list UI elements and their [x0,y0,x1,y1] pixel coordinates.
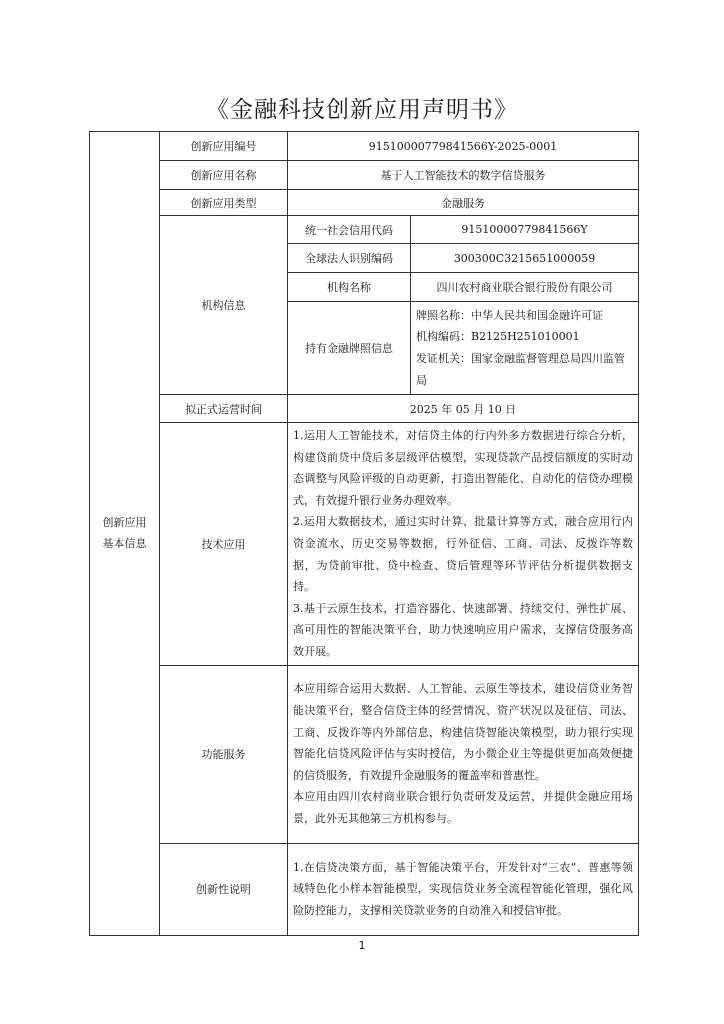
row-launch-date [90,395,639,423]
innovation-content [288,843,639,935]
credit-code-label: 统一社会信用代码 [288,216,411,244]
innovation-paragraph-1: 1.在信贷决策方面，基于智能决策平台，开发针对“三农”、普惠等领域特色化小样本智能模型，实现信贷业务全流程智能化管理，强化风险防控能力，支撑相关贷款业务的自动准入和授信审批。 [293,860,634,917]
license-line-issuer: 发证机关：国家金融监督管理总局四川监管局 [416,352,625,387]
row-app-type [90,190,639,216]
app-id-label: 创新应用编号 [160,132,288,161]
function-paragraph-2: 本应用由四川农村商业联合银行负责研发及运营，并提供金融应用场景，此外无其他第三方机构参与。 [293,790,634,826]
row-function [90,665,639,843]
license-info [411,302,639,395]
institution-name-value: 四川农村商业联合银行股份有限公司 [411,273,639,302]
institution-name-label: 机构名称 [288,273,411,302]
function-label: 功能服务 [160,665,288,843]
tech-paragraph-1: 1.运用人工智能技术，对信贷主体的行内外多方数据进行综合分析，构建贷前贷中贷后多层级评估模型，实现贷款产品授信额度的实时动态调整与风险评级的自动更新，打造出智能化、自动化的信贷办理模式，有效提升银行业务办理效率。 [293,429,634,507]
innovation-label: 创新性说明 [160,843,288,935]
tech-label: 技术应用 [160,423,288,666]
license-line-code: 机构编码：B2125H251010001 [416,330,580,344]
row-credit-code [90,216,639,244]
section-label: 创新应用 基本信息 [90,132,160,936]
license-label: 持有金融牌照信息 [288,302,411,395]
launch-date-value: 2025 年 05 月 10 日 [288,395,639,423]
app-type-value: 金融服务 [288,190,639,216]
row-app-name [90,161,639,190]
app-type-label: 创新应用类型 [160,190,288,216]
app-name-label: 创新应用名称 [160,161,288,190]
tech-paragraph-3: 3.基于云原生技术，打造容器化、快速部署、持续交付、弹性扩展、高可用性的智能决策平台，助力快速响应用户需求，支撑信贷服务高效开展。 [293,601,634,658]
launch-date-label: 拟正式运营时间 [160,395,288,423]
tech-content [288,423,639,666]
row-tech [90,423,639,666]
declaration-table [89,131,639,936]
credit-code-value: 91510000779841566Y [411,216,639,244]
institution-label: 机构信息 [160,216,288,395]
document-title: 《金融科技创新应用声明书》 [206,97,518,123]
page-number: 1 [358,939,366,952]
row-app-id [90,132,639,161]
row-innovation [90,843,639,935]
app-id-value: 91510000779841566Y-2025-0001 [288,132,639,161]
app-name-value: 基于人工智能技术的数字信贷服务 [288,161,639,190]
lei-label: 全球法人识别编码 [288,244,411,273]
function-content [288,665,639,843]
tech-paragraph-2: 2.运用大数据技术，通过实时计算、批量计算等方式，融合应用行内资金流水、历史交易等数据，行外征信、工商、司法、反拨诈等数据，为贷前审批、贷中检查、贷后管理等环节评估分析提供数据支持。 [293,515,634,594]
license-line-name: 牌照名称：中华人民共和国金融许可证 [416,308,603,322]
function-paragraph-1: 本应用综合运用大数据、人工智能、云原生等技术，建设信贷业务智能决策平台，整合信贷主体的经营情况、资产状况以及征信、司法、工商、反拨诈等内外部信息，构建信贷智能决策模型，助力银行实现智能化信贷风险评估与实时授信，为小微企业主等提供更加高效便捷的信贷服务，有效提升金融服务的覆盖率和普惠性。 [293,682,634,782]
lei-value: 300300C3215651000059 [411,244,639,273]
